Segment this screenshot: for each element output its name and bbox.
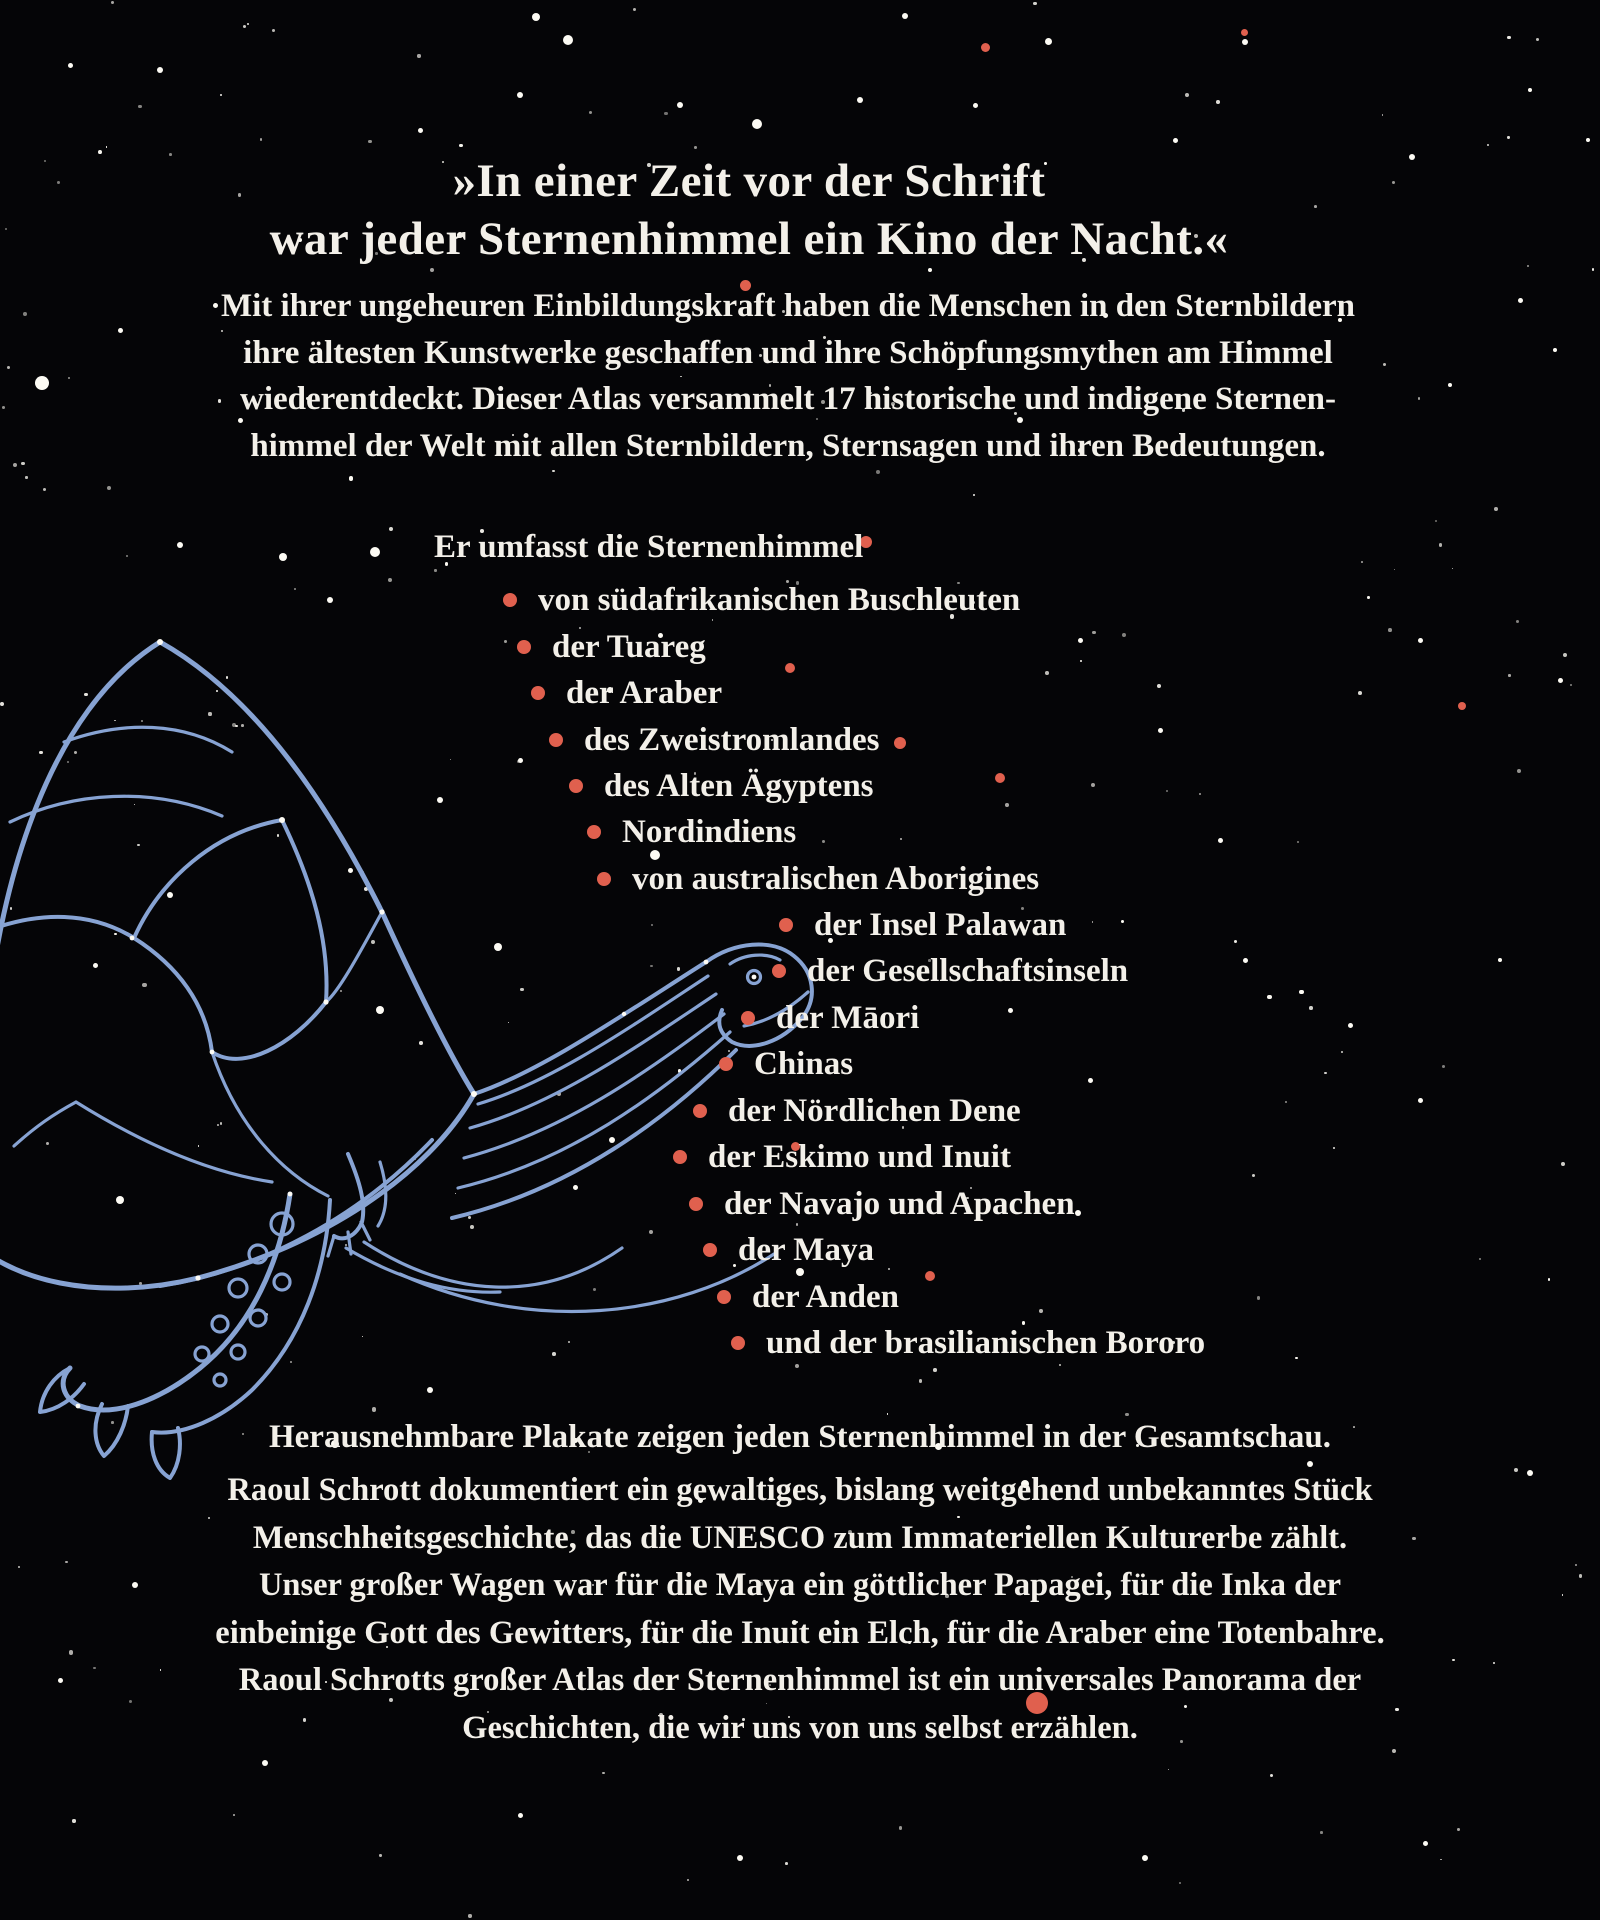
sky-list-item <box>741 995 919 1041</box>
sky-list-item <box>503 577 1020 623</box>
sky-list-item <box>689 1181 1075 1227</box>
intro-paragraph <box>0 283 1576 469</box>
red-bullet-icon <box>569 779 583 793</box>
red-bullet-icon <box>717 1290 731 1304</box>
intro-line: ihre ältesten Kunstwerke geschaffen und ihre Schöpfungsmythen am Himmel <box>243 334 1333 371</box>
red-bullet-icon <box>587 825 601 839</box>
sky-list-item-label: und der brasilianischen Bororo <box>766 1325 1206 1361</box>
red-bullet-icon <box>503 593 517 607</box>
sky-list-heading: Er umfasst die Sternenhimmel <box>434 529 864 565</box>
red-bullet-icon <box>741 1011 755 1025</box>
sky-list-item <box>717 1274 899 1320</box>
sky-list-item <box>587 809 796 855</box>
red-bullet-icon <box>779 918 793 932</box>
sky-list-item <box>549 717 880 763</box>
outro-line: einbeinige Gott des Gewitters, für die Inuit ein Elch, für die Araber eine Totenbahre. <box>215 1614 1385 1651</box>
red-bullet-icon <box>549 733 563 747</box>
sky-list-item <box>597 856 1039 902</box>
headline-quote-line-1: »In einer Zeit vor der Schrift <box>452 155 1046 207</box>
sky-list-item <box>772 948 1128 994</box>
sky-list-item-label: der Eskimo und Inuit <box>708 1139 1011 1175</box>
sky-list-item-label: des Zweistromlandes <box>584 722 880 758</box>
sky-list-item-label: der Araber <box>566 675 723 711</box>
sky-list-item-label: der Nördlichen Dene <box>728 1093 1021 1129</box>
outro-line: Raoul Schrott dokumentiert ein gewaltiges, bislang weitgehend unbekanntes Stück <box>227 1472 1373 1508</box>
headline-quote-line-2: war jeder Sternenhimmel ein Kino der Nacht.« <box>269 213 1229 265</box>
sky-list-item-label: der Gesellschaftsinseln <box>807 953 1129 989</box>
sky-list-item <box>703 1227 874 1273</box>
sky-list-item-label: der Navajo und Apachen <box>724 1186 1075 1222</box>
outro-line: Menschheitsgeschichte, das die UNESCO zum Immateriellen Kulturerbe zählt. <box>252 1519 1348 1556</box>
red-bullet-icon <box>531 686 545 700</box>
sky-list-item <box>779 902 1066 948</box>
red-bullet-icon <box>597 872 611 886</box>
outro-paragraph <box>0 1467 1600 1753</box>
sky-list-item <box>731 1320 1205 1366</box>
sky-list-item-label: von australischen Aborigines <box>632 861 1040 897</box>
headline-quote <box>0 152 1498 268</box>
sky-list-item-label: der Tuareg <box>552 629 706 665</box>
sky-list-item <box>719 1041 853 1087</box>
sky-list-item-label: Nordindiens <box>622 814 797 850</box>
red-bullet-icon <box>689 1197 703 1211</box>
intro-line: wiederentdeckt. Dieser Atlas versammelt 17 historische und indigene Sternen- <box>240 381 1336 417</box>
red-bullet-icon <box>703 1243 717 1257</box>
outro-line: Geschichten, die wir uns von uns selbst erzählen. <box>462 1709 1138 1746</box>
sky-list-item <box>531 670 722 716</box>
sky-list-item <box>569 763 874 809</box>
sky-list-item-label: der Maya <box>738 1232 874 1268</box>
sky-list-item-label: der Māori <box>776 1000 920 1036</box>
sky-list-item-label: der Insel Palawan <box>814 907 1067 943</box>
intro-line: Mit ihrer ungeheuren Einbildungskraft haben die Menschen in den Sternbildern <box>220 288 1356 324</box>
sky-list-item <box>517 624 706 670</box>
red-bullet-icon <box>517 640 531 654</box>
sky-list-item-label: der Anden <box>752 1279 900 1315</box>
red-bullet-icon <box>673 1150 687 1164</box>
posters-line: Herausnehmbare Plakate zeigen jeden Sternenhimmel in der Gesamtschau. <box>268 1419 1332 1455</box>
sky-list-item <box>693 1088 1021 1134</box>
sky-list-item <box>673 1134 1011 1180</box>
outro-line: Unser großer Wagen war für die Maya ein göttlicher Papagei, für die Inka der <box>258 1567 1342 1604</box>
red-bullet-icon <box>719 1057 733 1071</box>
sky-list-item-label: Chinas <box>754 1046 854 1082</box>
red-bullet-icon <box>772 964 786 978</box>
outro-line: Raoul Schrotts großer Atlas der Sternenhimmel ist ein universales Panorama der <box>238 1662 1362 1699</box>
sky-list-item-label: von südafrikanischen Buschleuten <box>538 582 1021 618</box>
intro-line: himmel der Welt mit allen Sternbildern, Sternsagen und ihren Bedeutungen. <box>250 427 1326 464</box>
red-bullet-icon <box>693 1104 707 1118</box>
red-bullet-icon <box>731 1336 745 1350</box>
sky-list-item-label: des Alten Ägyptens <box>604 768 874 804</box>
